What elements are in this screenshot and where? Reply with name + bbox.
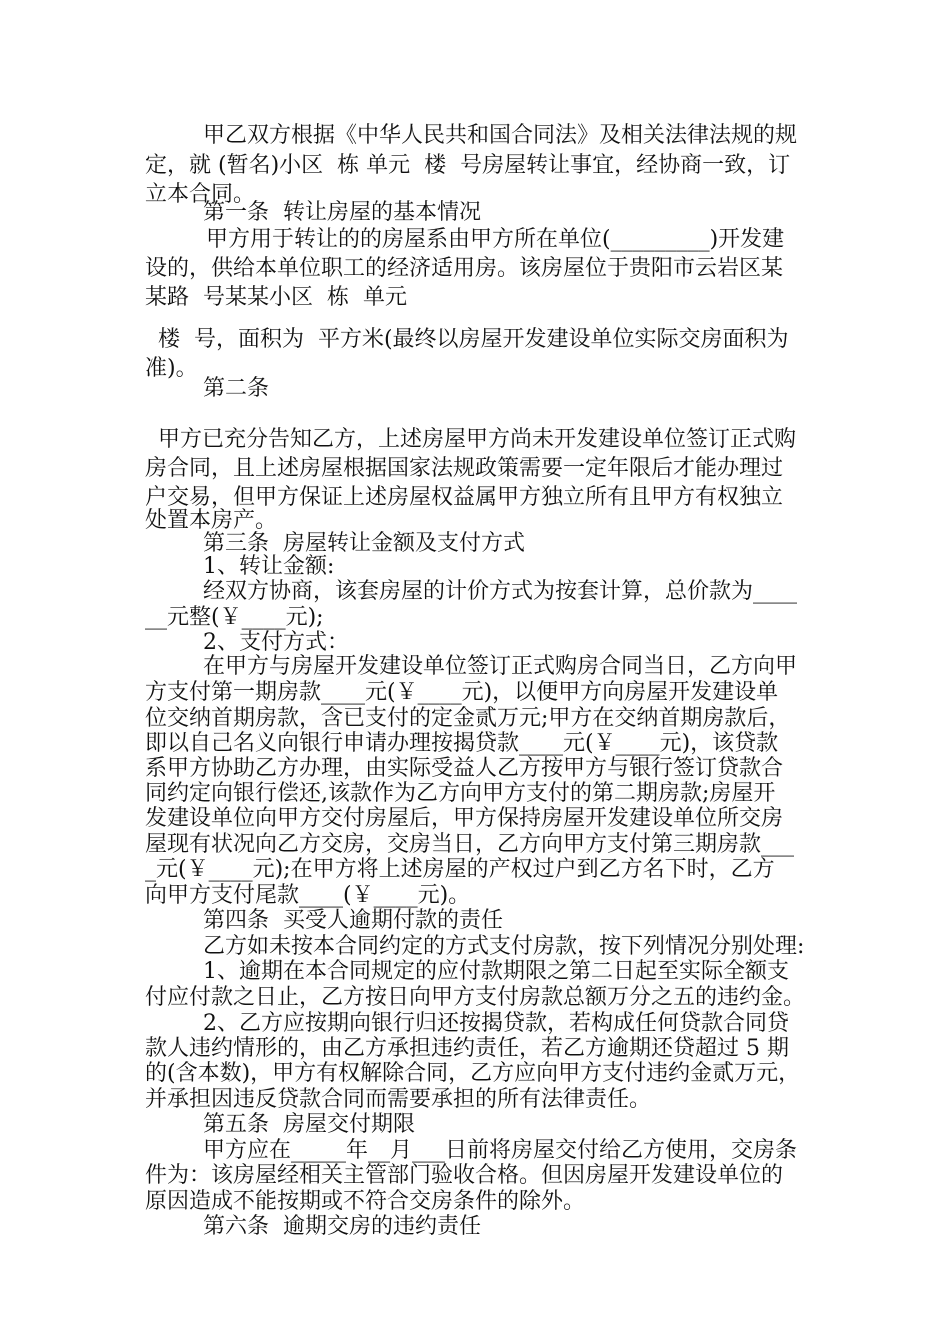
section-heading: 第五条 房屋交付期限 (203, 1112, 415, 1137)
text-line: 件为：该房屋经相关主管部门验收合格。但因房屋开发建设单位的 (145, 1163, 784, 1188)
text-line: 1、逾期在本合同规定的应付款期限之第二日起至实际全额支 (203, 959, 789, 984)
text-line: 某路 号某某小区 栋 单元 (145, 285, 407, 310)
text-line: 定，就 (暂名)小区 栋 单元 楼 号房屋转让事宜，经协商一致，订 (145, 153, 791, 178)
section-heading: 第六条 逾期交房的违约责任 (203, 1214, 481, 1239)
text-line: 2、支付方式： (203, 630, 349, 655)
text-line: 1、转让金额: (203, 554, 335, 579)
text-line: 户交易，但甲方保证上述房屋权益属甲方独立所有且甲方有权独立 (145, 485, 784, 510)
section-heading: 第三条 房屋转让金额及支付方式 (203, 531, 525, 556)
text-line: 同约定向银行偿还,该款作为乙方向甲方支付的第二期房款;房屋开 (145, 781, 776, 806)
text-line: 屋现有状况向乙方交房，交房当日，乙方向甲方支付第三期房款___ (145, 832, 795, 857)
text-line: 即以自己名义向银行申请办理按揭贷款____元(￥____元)，该贷款 (145, 731, 779, 756)
text-line: 付应付款之日止，乙方按日向甲方支付房款总额万分之五的违约金。 (145, 985, 806, 1010)
text-line: 甲方已充分告知乙方，上述房屋甲方尚未开发建设单位签订正式购 (158, 427, 797, 452)
section-heading: 第二条 (203, 376, 270, 401)
text-line: 向甲方支付尾款____(￥____元)。 (145, 883, 471, 908)
text-line: 的(含本数)，甲方有权解除合同，乙方应向甲方支付违约金贰万元， (145, 1061, 801, 1086)
text-line: 立本合同。 (145, 182, 256, 207)
text-line: 经双方协商，该套房屋的计价方式为按套计算，总价款为____ (203, 579, 798, 604)
text-line: 发建设单位向甲方交付房屋后，甲方保持房屋开发建设单位所交房 (145, 806, 784, 831)
text-line: 准)。 (145, 356, 198, 381)
text-line: 设的，供给本单位职工的经济适用房。该房屋位于贵阳市云岩区某 (145, 256, 784, 281)
text-line: 甲乙双方根据《中华人民共和国合同法》及相关法律法规的规 (203, 123, 798, 148)
text-line: 处置本房产。 (145, 508, 278, 533)
text-line: 甲方应在_____年__月___日前将房屋交付给乙方使用，交房条 (203, 1138, 798, 1163)
text-line: 乙方如未按本合同约定的方式支付房款，按下列情况分别处理: (203, 934, 805, 959)
text-line: 在甲方与房屋开发建设单位签订正式购房合同当日，乙方向甲 (203, 654, 798, 679)
text-line: 方支付第一期房款____元(￥____元)，以便甲方向房屋开发建设单 (145, 680, 779, 705)
text-line: 系甲方协助乙方办理，由实际受益人乙方按甲方与银行签订贷款合 (145, 756, 784, 781)
text-line: 款人违约情形的，由乙方承担违约责任，若乙方逾期还贷超过 5 期 (145, 1036, 789, 1061)
text-line: 原因造成不能按期或不符合交房条件的除外。 (145, 1189, 586, 1214)
text-line: 位交纳首期房款，含已支付的定金贰万元;甲方在交纳首期房款后， (145, 706, 791, 731)
section-heading: 第一条 转让房屋的基本情况 (203, 200, 481, 225)
section-heading: 第四条 买受人逾期付款的责任 (203, 908, 503, 933)
text-line: _元(￥____元);在甲方将上述房屋的产权过户到乙方名下时，乙方 (145, 857, 775, 882)
text-line: 2、乙方应按期向银行归还按揭贷款，若构成任何贷款合同贷 (203, 1011, 789, 1036)
text-line: 房合同，且上述房屋根据国家法规政策需要一定年限后才能办理过 (145, 456, 784, 481)
text-line: 并承担因违反贷款合同而需要承担的所有法律责任。 (145, 1087, 652, 1112)
text-line: 甲方用于转让的的房屋系由甲方所在单位(_________)开发建 (206, 227, 785, 252)
text-line: 楼 号，面积为 平方米(最终以房屋开发建设单位实际交房面积为 (158, 327, 789, 352)
text-line: __元整(￥____元); (145, 605, 324, 630)
